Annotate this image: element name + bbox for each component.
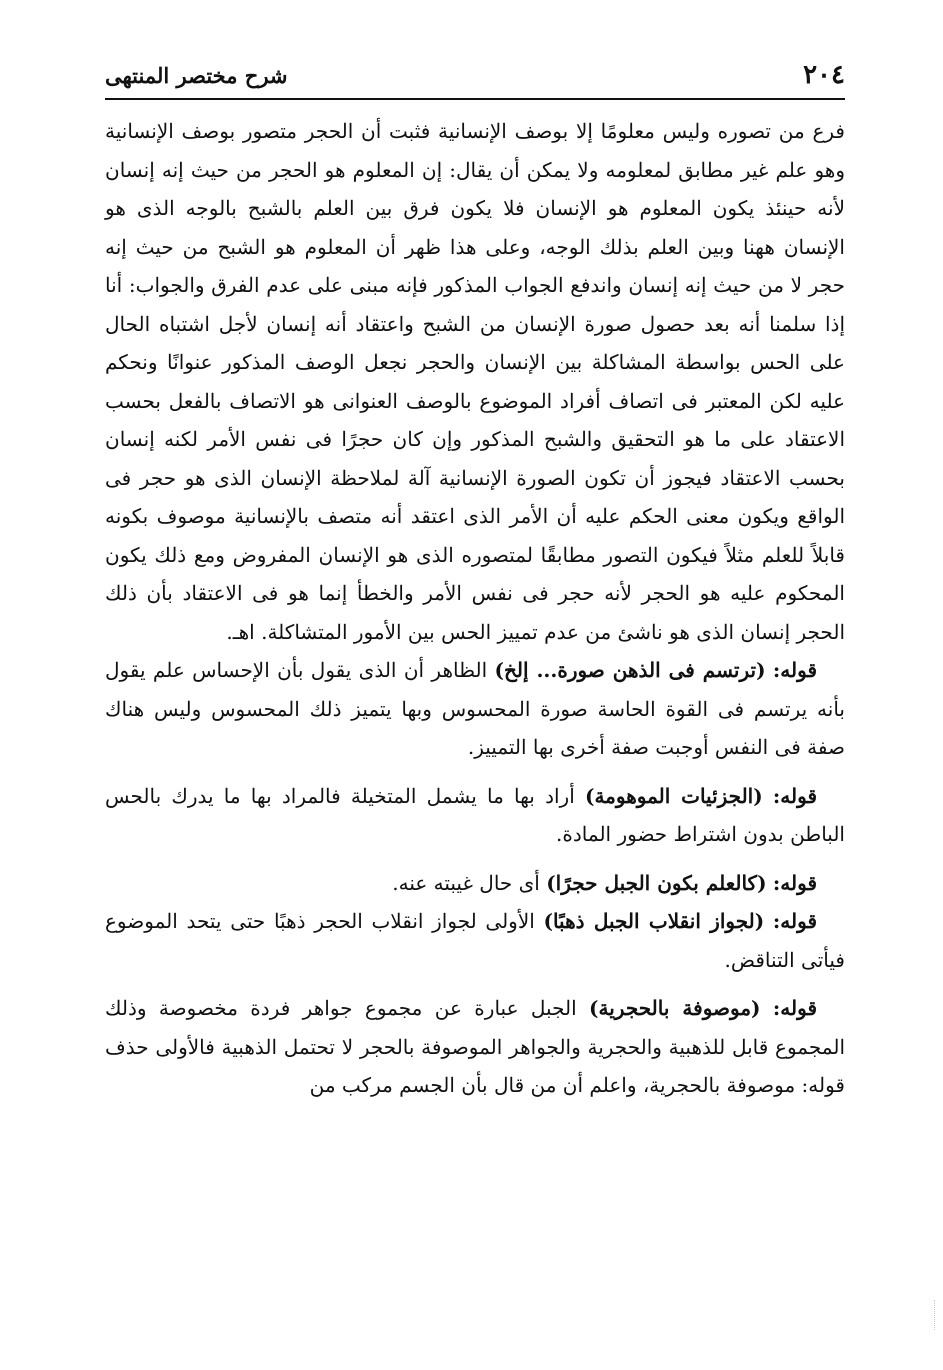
commentary-term: (موصوفة بالحجرية) bbox=[589, 996, 761, 1020]
running-title: شرح مختصر المنتهى bbox=[105, 63, 288, 88]
commentary-term: (الجزئيات الموهومة) bbox=[584, 783, 763, 808]
commentary-lead: قوله: bbox=[772, 909, 817, 933]
commentary-text: الأولى لجواز انقلاب الحجر ذهبًا حتى يتحد الموضوع فيأتى التناقض. bbox=[105, 909, 845, 972]
commentary-text: الظاهر أن الذى يقول بأن الإحساس علم يقول بأنه يرتسم فى القوة الحاسة صورة المحسوس وبها يتميز ذلك المحسوس وليس هناك صفة فى النفس أوجبت صفة أخرى بها التمييز. bbox=[105, 658, 845, 759]
page-number: ٢٠٤ bbox=[803, 60, 845, 90]
commentary-term: (لجواز انقلاب الجبل ذهبًا) bbox=[543, 909, 765, 933]
commentary-lead: قوله: bbox=[772, 870, 817, 895]
commentary-lead: قوله: bbox=[772, 996, 818, 1020]
commentary-text: أى حال غيبته عنه. bbox=[392, 870, 540, 895]
paragraph-text: فرع من تصوره وليس معلومًا إلا بوصف الإنسانية فثبت أن الحجر متصور بوصف الإنسانية وهو علم غير مطابق لمعلومه ولا يمكن أن يقال: إن المعلوم هو الحجر من حيث إنه إنسان لأنه حينئذ يكون المعلوم هو الإنسان فلا يكون فرق بين العلم بالشبح بالوجه الذى هو الإنسان ههنا وبين العلم بذلك الوجه، وعلى هذا ظهر أن المعلوم هو الشبح من حيث إنه حجر لا من حيث إنه إنسان واندفع الجواب المذكور فإنه مبنى على عدم الفرق والجواب: أنا إذا سلمنا أنه بعد حصول صورة الإنسان من الشبح واعتقاد أنه إنسان لأجل اشتباه الحال على الحس بواسطة المشاكلة بين الإنسان والحجر نجعل الوصف المذكور عنوانًا ونحكم عليه لكن المعتبر فى اتصاف أفراد الموضوع بالوصف العنوانى هو الاتصاف بالفعل بحسب الاعتقاد على ما هو التحقيق والشبح المذكور وإن كان حجرًا فى نفس الأمر لكنه إنسان بحسب الاعتقاد فيجوز أن تكون الصورة الإنسانية آلة لملاحظة الإنسان الذى هو حجر فى الواقع ويكون معنى الحكم عليه أن الأمر الذى اعتقد أنه متصف بالإنسانية موصوف بكونه قابلاً للعلم مثلاً فيكون التصور مطابقًا لمتصوره الذى هو الإنسان المفروض ومع ذلك يكون المحكوم عليه هو الحجر لأنه حجر فى نفس الأمر والخطأ إنما هو فى الاعتقاد بأن ذلك الحجر إنسان الذى هو ناشئ من عدم تمييز الحس بين الأمور المتشاكلة. اهـ. bbox=[105, 119, 845, 644]
commentary-paragraph bbox=[105, 989, 845, 1105]
paragraph-continuation bbox=[105, 112, 845, 651]
commentary-term: (كالعلم بكون الجبل حجرًا) bbox=[546, 870, 767, 895]
commentary-paragraph bbox=[105, 902, 845, 979]
scan-edge-mark bbox=[930, 1300, 935, 1330]
commentary-paragraph bbox=[105, 864, 845, 903]
commentary-paragraph bbox=[105, 651, 845, 767]
body-text bbox=[105, 112, 845, 1105]
commentary-term: (ترتسم فى الذهن صورة... إلخ) bbox=[494, 658, 766, 682]
commentary-lead: قوله: bbox=[772, 783, 818, 808]
header-divider bbox=[105, 98, 845, 100]
page-header bbox=[105, 58, 845, 98]
commentary-lead: قوله: bbox=[772, 658, 817, 682]
commentary-paragraph bbox=[105, 777, 845, 854]
commentary-text: الجبل عبارة عن مجموع جواهر فردة مخصوصة وذلك المجموع قابل للذهبية والحجرية والجواهر الموصوفة بالحجر لا تحتمل الذهبية فالأولى حذف قوله: موصوفة بالحجرية، واعلم أن من قال بأن الجسم مركب من bbox=[105, 996, 845, 1097]
commentary-text: أراد بها ما يشمل المتخيلة فالمراد بها ما يدرك بالحس الباطن بدون اشتراط حضور المادة. bbox=[105, 783, 845, 846]
